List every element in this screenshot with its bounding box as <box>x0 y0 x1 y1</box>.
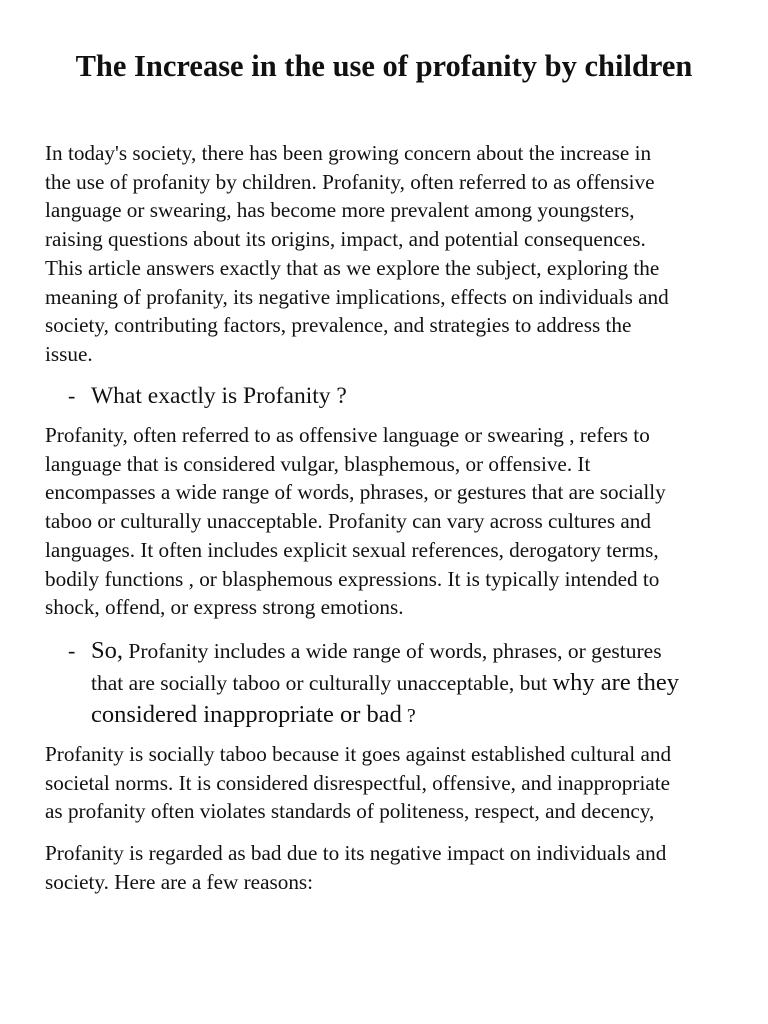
reasons-paragraph: Profanity is regarded as bad due to its negative impact on individuals and society. Here are a few reasons: <box>45 841 667 894</box>
bullet-dash: - <box>68 638 76 663</box>
bullet-text: What exactly is Profanity ? <box>91 383 347 409</box>
question-bullet-what-is-profanity <box>68 380 728 412</box>
intro-paragraph: In today's society, there has been growing concern about the increase in the use of profanity by children. Profanity, often referred to as offensive language or swearing, has become more prevalent among youngsters, raising questions about its origins, impact, and potential consequences. This article answers exactly that as we explore the subject, exploring the meaning of profanity, its negative implications, effects on individuals and society, contributing factors, prevalence, and strategies to address the issue. <box>45 141 669 366</box>
bullet-text <box>91 635 679 732</box>
bullet-text-question-mark: ? <box>401 705 416 727</box>
bullet-dash: - <box>68 383 76 408</box>
bullet-text-emphasis: why are they considered inappropriate or bad <box>91 669 680 728</box>
question-bullet-why-inappropriate <box>68 635 728 732</box>
bullet-text-so: So, <box>91 637 124 664</box>
document-title: The Increase in the use of profanity by children <box>75 49 693 83</box>
bullet-text-middle: Profanity includes a wide range of words, phrases, or gestures that are socially taboo or culturally unacceptable, but <box>91 639 662 695</box>
taboo-paragraph: Profanity is socially taboo because it goes against established cultural and societal norms. It is considered disrespectful, offensive, and inappropriate as profanity often violates standards of politeness, respect, and decency, <box>45 742 672 824</box>
definition-paragraph: Profanity, often referred to as offensive language or swearing , refers to language that is considered vulgar, blasphemous, or offensive. It encompasses a wide range of words, phrases, or gestures that are socially taboo or culturally unacceptable. Profanity can vary across cultures and languages. It often includes explicit sexual references, derogatory terms, bodily functions , or blasphemous expressions. It is typically intended to shock, offend, or express strong emotions. <box>45 423 666 620</box>
